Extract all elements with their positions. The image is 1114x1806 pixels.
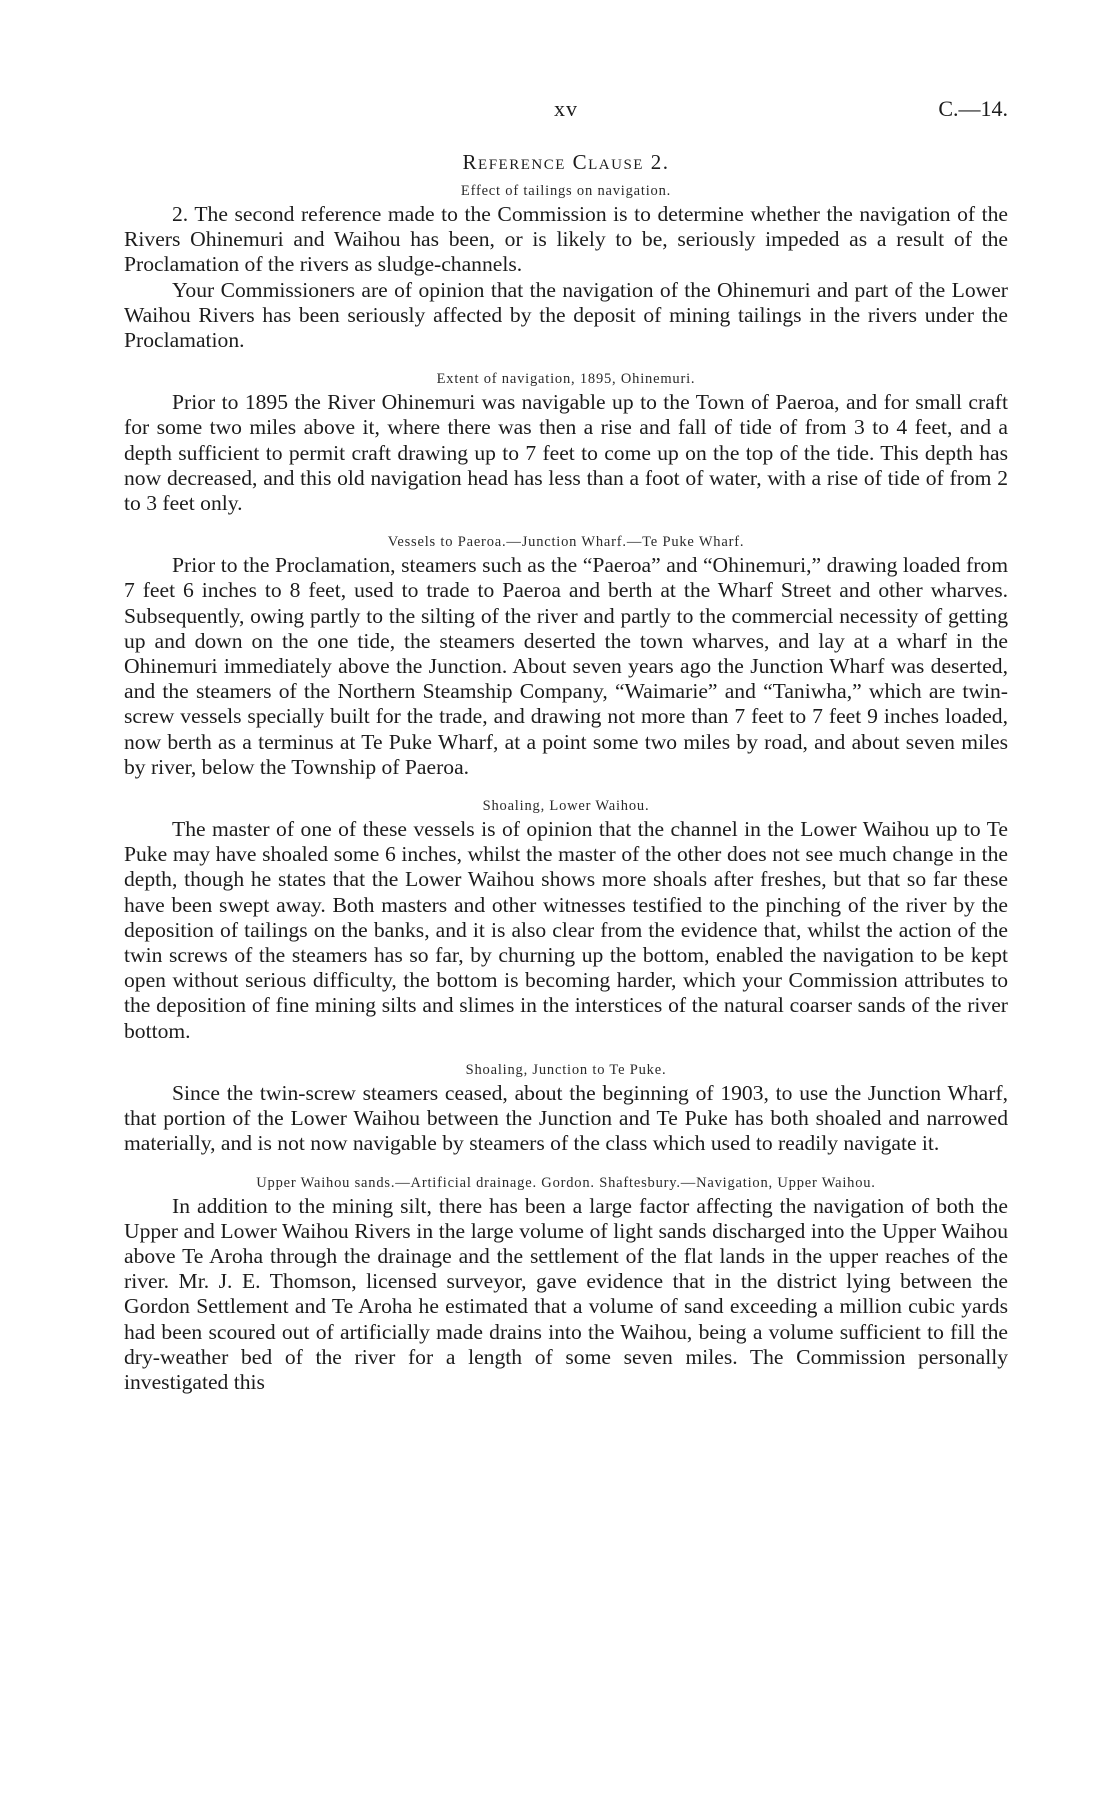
paragraph: Prior to the Proclamation, steamers such as the “Paeroa” and “Ohinemuri,” drawing loaded from 7 feet 6 inches to 8 feet, used to trade to Paeroa and berth at the Wharf Street and other wharves. Subsequently, owing partly to the silting of the river and partly to the commercial necessity of getting up and down on the one tide, the steamers deserted the town wharves, and lay at a wharf in the Ohinemuri immediately above the Junction. About seven years ago the Junction Wharf was deserted, and the steamers of the Northern Steamship Company, “Waimarie” and “Taniwha,” which are twin-screw vessels specially built for the trade, and drawing not more than 7 feet to 7 feet 9 inches loaded, now berth as a terminus at Te Puke Wharf, at a point some two miles by road, and about seven miles by river, below the Township of Paeroa.: [124, 553, 1008, 779]
document-page: [124, 96, 1008, 1395]
sidenote-effect-of-tailings: Effect of tailings on navigation.: [460, 183, 672, 199]
sidenote-shoaling-lower-waihou: Shoaling, Lower Waihou.: [482, 798, 650, 815]
paragraph: Since the twin-screw steamers ceased, about the beginning of 1903, to use the Junction Wharf, that portion of the Lower Waihou between the Junction and Te Puke has both shoaled and narrowed materially, and is not now navigable by steamers of the class which used to readily navigate it.: [124, 1080, 1008, 1156]
page-header: [124, 96, 1008, 130]
paragraph: Prior to 1895 the River Ohinemuri was navigable up to the Town of Paeroa, and for small craft for some two miles above it, where there was then a rise and fall of tide of from 3 to 4 feet, and a depth sufficient to permit craft drawing up to 7 feet to come up on the top of the tide. This depth has now decreased, and this old navigation head has less than a foot of water, with a rise of tide of from 2 to 3 feet only.: [124, 390, 1008, 516]
clause-title: Reference Clause 2.: [462, 150, 670, 174]
sidenote-shoaling-junction-te-puke: Shoaling, Junction to Te Puke.: [465, 1061, 667, 1078]
paragraph: The master of one of these vessels is of opinion that the channel in the Lower Waihou up to Te Puke may have shoaled some 6 inches, whilst the master of the other does not see much change in the depth, though he states that the Lower Waihou shows more shoals after freshes, but that so far these have been swept away. Both masters and other witnesses testified to the pinching of the river by the deposition of tailings on the banks, and it is also clear from the evidence that, whilst the action of the twin screws of the steamers has so far, by churning up the bottom, enabled the navigation to be kept open without serious difficulty, the bottom is becoming harder, which your Commission attributes to the deposition of fine mining silts and slimes in the interstices of the natural coarser sands of the river bottom.: [124, 817, 1008, 1043]
paragraph: Your Commissioners are of opinion that the navigation of the Ohinemuri and part of the Lower Waihou Rivers has been seriously affected by the deposit of mining tailings in the rivers under the Proclamation.: [124, 277, 1008, 353]
sidenote-upper-waihou-sands: Upper Waihou sands.—Artificial drainage. Gordon. Shaftesbury.—Navigation, Upper Waihou.: [256, 1174, 876, 1191]
page-number: xv: [554, 96, 578, 121]
sidenote-vessels-to-paeroa: Vessels to Paeroa.—Junction Wharf.—Te Puke Wharf.: [387, 534, 745, 551]
document-reference: C.—14.: [938, 96, 1008, 121]
paragraph: In addition to the mining silt, there has been a large factor affecting the navigation of both the Upper and Lower Waihou Rivers in the large volume of light sands discharged into the Upper Waihou above Te Aroha through the drainage and the settlement of the flat lands in the upper reaches of the river. Mr. J. E. Thomson, licensed surveyor, gave evidence that in the district lying between the Gordon Settlement and Te Aroha he estimated that a volume of sand exceeding a million cubic yards had been scoured out of artificially made drains into the Waihou, being a volume sufficient to fill the dry-weather bed of the river for a length of some seven miles. The Commission personally investigated this: [124, 1193, 1008, 1394]
paragraph: 2. The second reference made to the Commission is to determine whether the navigation of the Rivers Ohinemuri and Waihou has been, or is likely to be, seriously impeded as a result of the Proclamation of the rivers as sludge-channels.: [124, 202, 1008, 277]
sidenote-extent-of-navigation: Extent of navigation, 1895, Ohinemuri.: [436, 371, 696, 388]
